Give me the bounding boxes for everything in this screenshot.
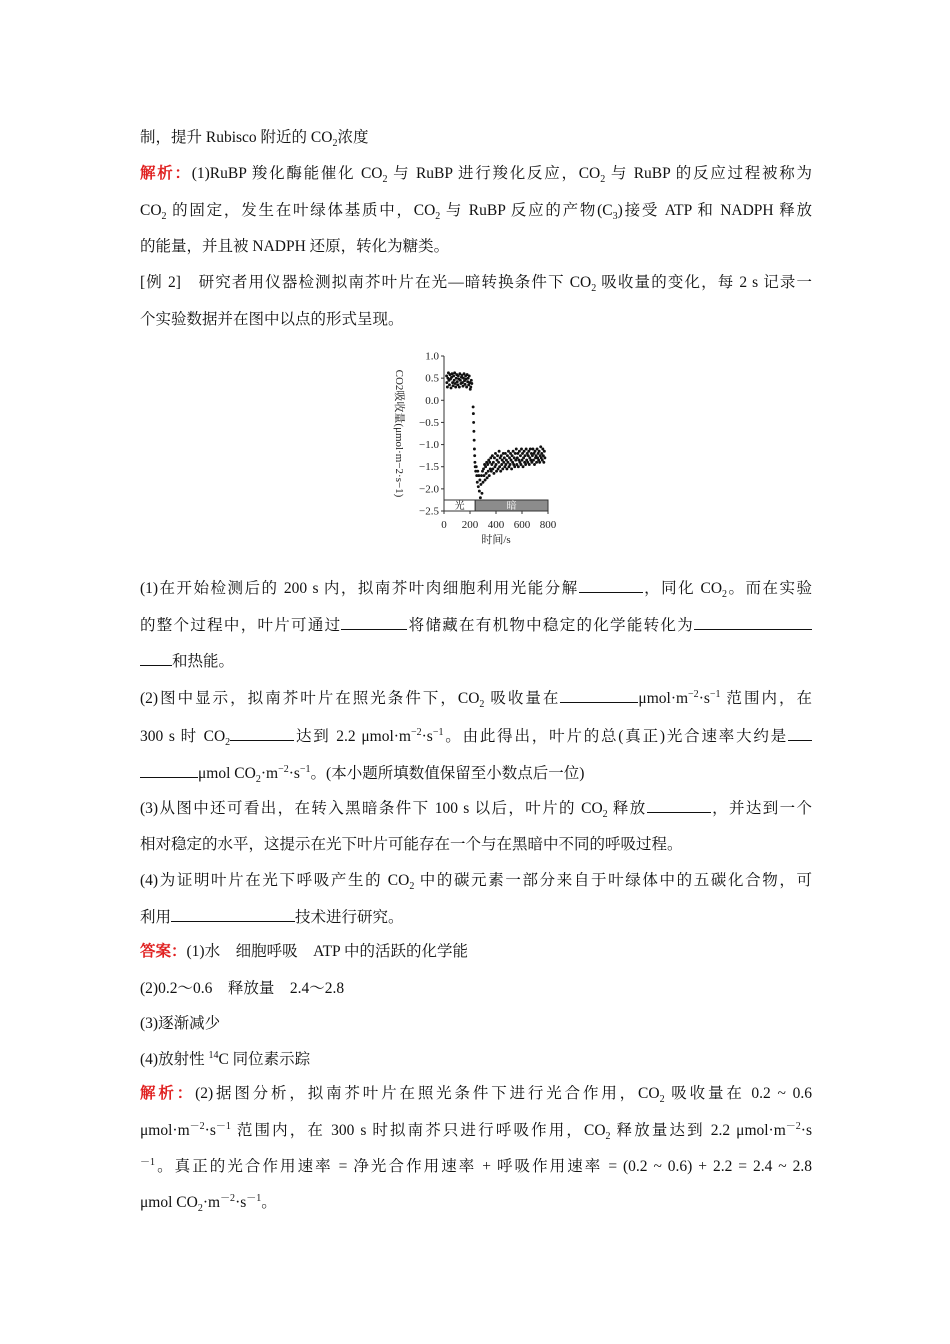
data-point — [525, 448, 528, 451]
data-point — [456, 380, 459, 383]
question-line: 相对稳定的水平，这提示在光下叶片可能存在一个与在黑暗中不同的呼吸过程。 — [140, 836, 683, 853]
data-point — [524, 454, 527, 457]
data-point — [534, 450, 537, 453]
answer-blank[interactable] — [171, 906, 295, 922]
data-point — [470, 379, 473, 382]
data-point — [477, 485, 480, 488]
data-point — [488, 461, 491, 464]
data-point — [504, 463, 507, 466]
data-point — [473, 454, 476, 457]
data-point — [507, 450, 510, 453]
data-point — [523, 450, 526, 453]
data-point — [472, 430, 475, 433]
y-tick-label: 1.0 — [425, 350, 439, 363]
question-line: μmol $CO_2\cdot m^{-2}\cdot s^{-1}$。(本小题所填数值保留至小数点后一位) — [140, 762, 812, 785]
x-tick-label: 800 — [539, 519, 557, 531]
example-line: [例 2] 研究者用仪器检测拟南芥叶片在光—暗转换条件下 $CO_2$ 吸收量的变化，每 2 s 记录一 — [140, 274, 812, 295]
data-point — [518, 450, 521, 453]
analysis-line: $^{-1}$。真正的光合作用速率 = 净光合作用速率 + 呼吸作用速率 = (0.2 ~ 0.6) + 2.2 = 2.4 ~ 2.8 — [140, 1156, 812, 1175]
data-point — [528, 463, 531, 466]
question-line: 300 s 时 $CO_2$ 达到 2.2 $\mu mol\cdot m^{-2}\cdot s^{-1}$。由此得出，叶片的总(真正)光合速率大约是 — [140, 725, 812, 748]
data-point — [511, 454, 514, 457]
data-point — [543, 456, 546, 459]
data-point — [453, 379, 456, 382]
data-point — [500, 454, 503, 457]
y-axis-label: CO2吸收量(μmol·m−2·s−1) — [393, 369, 405, 498]
data-point — [515, 448, 518, 451]
x-tick-label: 200 — [461, 519, 479, 531]
data-point — [538, 461, 541, 464]
data-point — [513, 465, 516, 468]
data-point — [531, 448, 534, 451]
data-point — [472, 412, 475, 415]
data-point — [479, 483, 482, 486]
data-point — [470, 382, 473, 385]
data-point — [477, 474, 480, 477]
data-point — [538, 450, 541, 453]
data-point — [498, 465, 501, 468]
x-tick-label: 600 — [513, 519, 531, 531]
data-point — [499, 470, 502, 473]
data-point — [473, 448, 476, 451]
data-point — [543, 450, 546, 453]
data-point — [536, 448, 539, 451]
data-point — [476, 481, 479, 484]
answer-blank[interactable] — [647, 797, 711, 813]
data-point — [493, 456, 496, 459]
question-line: 的整个过程中，叶片可通过 将储藏在有机物中稳定的化学能转化为 — [140, 614, 812, 637]
data-point — [494, 452, 497, 455]
answer-blank[interactable] — [579, 577, 643, 593]
answer-line: 答案：(1)水 细胞呼吸 ATP 中的活跃的化学能 — [140, 943, 468, 960]
data-point — [479, 496, 482, 499]
answer-blank[interactable] — [341, 614, 407, 630]
data-point — [464, 383, 467, 386]
data-point — [448, 383, 451, 386]
data-point — [539, 445, 542, 448]
data-point — [496, 454, 499, 457]
analysis-line: $\mu mol\cdot m^{-2}\cdot s^{-1}$ 范围内，在 300 s 时拟南芥只进行呼吸作用，$CO_2$ 释放量达到 2.2 $\mu mol\cdot m^{-2}\cdot s$ — [140, 1120, 812, 1143]
data-point — [492, 461, 495, 464]
data-point — [486, 476, 489, 479]
data-point — [459, 379, 462, 382]
y-tick-label: 0.0 — [425, 394, 439, 407]
x-tick-label: 0 — [441, 519, 447, 531]
y-tick-label: −2.0 — [419, 483, 439, 496]
data-point — [487, 470, 490, 473]
data-point — [473, 439, 476, 442]
answer-blank[interactable] — [140, 650, 172, 666]
y-tick-label: −1.5 — [419, 461, 439, 474]
data-point — [498, 450, 501, 453]
data-point — [476, 470, 479, 473]
answer-blank[interactable] — [560, 687, 638, 703]
data-point — [506, 454, 509, 457]
data-point — [469, 386, 472, 389]
data-point — [529, 448, 532, 451]
answer-line: (2)0.2～0.6 释放量 2.4～2.8 — [140, 980, 345, 997]
answer-blank[interactable] — [694, 614, 812, 630]
data-point — [522, 465, 525, 468]
data-point — [481, 492, 484, 495]
data-point — [480, 474, 483, 477]
data-point — [468, 374, 471, 377]
data-point — [512, 450, 515, 453]
co2-scatter-chart — [372, 348, 572, 558]
question-line: 利用 技术进行研究。 — [140, 906, 812, 929]
question-line: (4)为证明叶片在光下呼吸产生的 $CO_2$ 中的碳元素一部分来自于叶绿体中的五碳化合物，可 — [140, 872, 812, 893]
y-tick-label: 0.5 — [425, 372, 439, 385]
data-point — [503, 456, 506, 459]
data-point — [542, 461, 545, 464]
data-point — [472, 405, 475, 408]
data-point — [484, 479, 487, 482]
data-point — [504, 452, 507, 455]
y-tick-label: −0.5 — [419, 416, 439, 429]
data-point — [478, 490, 481, 493]
answer-blank[interactable] — [788, 725, 812, 741]
data-point — [491, 454, 494, 457]
question-line: 和热能。 — [140, 650, 812, 673]
data-point — [491, 467, 494, 470]
data-point — [500, 463, 503, 466]
analysis-line: 的能量，并且被 NADPH 还原，转化为糖类。 — [140, 238, 450, 255]
data-point — [495, 463, 498, 466]
question-line: (2)图中显示，拟南芥叶片在照光条件下，$CO_2$ 吸收量在 $\mu mol\cdot m^{-2}\cdot s^{-1}$ 范围内，在 — [140, 688, 812, 711]
data-point — [497, 461, 500, 464]
data-point — [472, 421, 475, 424]
data-point — [535, 461, 538, 464]
answer-label: 答案： — [140, 943, 187, 960]
data-point — [486, 463, 489, 466]
example-line: 个实验数据并在图中以点的形式呈现。 — [140, 311, 404, 328]
data-point — [473, 461, 476, 464]
data-point — [454, 386, 457, 389]
y-tick-label: −1.0 — [419, 439, 439, 452]
text-line: 制，提升 Rubisco 附近的 $CO_2$浓度 — [140, 129, 369, 150]
data-point — [452, 384, 455, 387]
analysis-label: 解析： — [140, 1085, 196, 1102]
question-line: (3)从图中还可看出，在转入黑暗条件下 100 s 以后，叶片的 $CO_2$ 释放 ，并达到一个 — [140, 797, 812, 820]
data-point — [492, 472, 495, 475]
data-point — [445, 381, 448, 384]
answer-line: (4)放射性 $^{14}$C 同位素示踪 — [140, 1049, 311, 1068]
x-tick-label: 400 — [487, 519, 505, 531]
data-point — [517, 465, 520, 468]
data-point — [475, 465, 478, 468]
data-point — [524, 463, 527, 466]
data-point — [520, 463, 523, 466]
data-point — [501, 467, 504, 470]
data-point — [462, 377, 465, 380]
data-point — [507, 461, 510, 464]
data-point — [505, 467, 508, 470]
analysis-label: 解析： — [140, 165, 192, 182]
analysis-line: $CO_2$ 的固定，发生在叶绿体基质中，$CO_2$ 与 RuBP 反应的产物$(C_3)$接受 ATP 和 NADPH 释放 — [140, 202, 812, 223]
data-point — [510, 467, 513, 470]
data-point — [482, 481, 485, 484]
x-axis-label: 时间/s — [481, 534, 511, 546]
data-point — [482, 467, 485, 470]
data-point — [533, 463, 536, 466]
data-point — [502, 461, 505, 464]
data-point — [450, 386, 453, 389]
data-point — [458, 386, 461, 389]
data-point — [519, 454, 522, 457]
data-point — [483, 474, 486, 477]
analysis-line: μmol $CO_2\cdot m^{-2}\cdot s^{-1}$。 — [140, 1192, 277, 1215]
data-point — [452, 374, 455, 377]
data-point — [514, 452, 517, 455]
answer-blank[interactable] — [230, 725, 294, 741]
data-point — [509, 463, 512, 466]
question-line: (1)在开始检测后的 200 s 内，拟南芥叶肉细胞利用光能分解 ，同化 $CO_2$。而在实验 — [140, 577, 812, 600]
answer-line: (3)逐渐减少 — [140, 1015, 221, 1032]
data-point — [446, 386, 449, 389]
data-point — [485, 472, 488, 475]
light-period-label: 光 — [454, 501, 465, 512]
data-point — [478, 479, 481, 482]
dark-period-label: 暗 — [506, 501, 517, 512]
answer-blank[interactable] — [140, 762, 198, 778]
data-point — [532, 459, 535, 462]
analysis-line: 解析：(1)RuBP 羧化酶能催化 $CO_2$ 与 RuBP 进行羧化反应，$CO_2$ 与 RuBP 的反应过程被称为 — [140, 165, 812, 186]
analysis-line: 解析：(2)据图分析，拟南芥叶片在照光条件下进行光合作用，$CO_2$ 吸收量在 0.2 ~ 0.6 — [140, 1085, 812, 1106]
data-point — [520, 448, 523, 451]
data-point — [455, 377, 458, 380]
data-point — [488, 474, 491, 477]
data-point — [484, 465, 487, 468]
data-point — [465, 386, 468, 389]
y-tick-label: −2.5 — [419, 505, 439, 518]
